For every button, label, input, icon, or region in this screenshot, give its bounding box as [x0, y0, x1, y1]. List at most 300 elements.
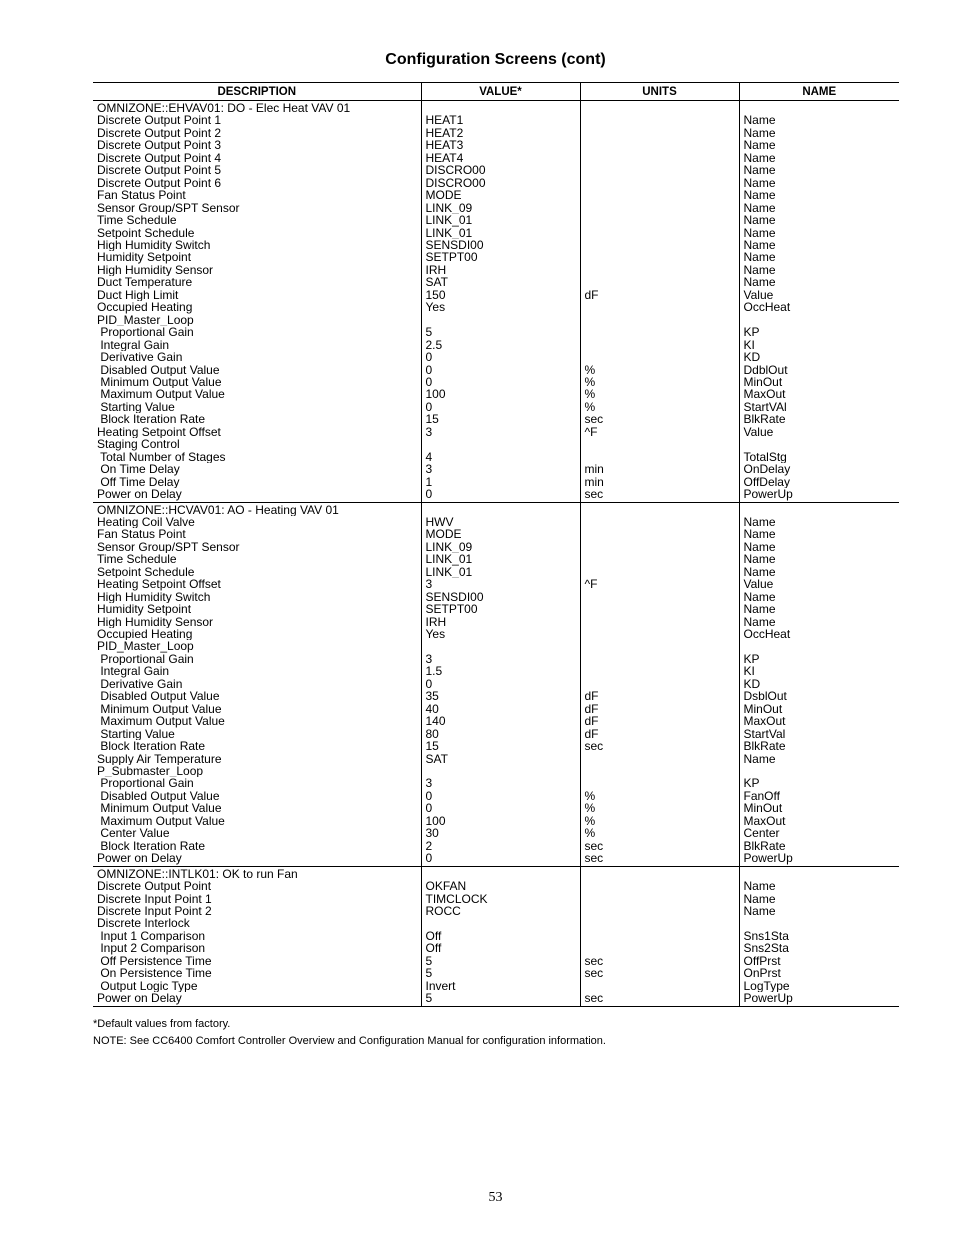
table-row: [93, 516, 899, 528]
units-cell: [580, 753, 739, 765]
column-header-value: VALUE*: [421, 83, 580, 101]
units-cell: sec: [580, 967, 739, 979]
value-cell: LINK_01: [421, 227, 580, 239]
units-cell: [580, 942, 739, 954]
name-cell: [739, 640, 899, 652]
name-cell: OnPrst: [739, 967, 899, 979]
value-cell: LINK_01: [421, 214, 580, 226]
description-cell: Minimum Output Value: [97, 702, 222, 716]
value-cell: 30: [421, 827, 580, 839]
description-cell: Time Schedule: [97, 214, 177, 227]
units-cell: %: [580, 401, 739, 413]
description-cell: High Humidity Sensor: [97, 263, 214, 277]
empty-cell: [580, 101, 739, 115]
units-cell: %: [580, 790, 739, 802]
units-cell: dF: [580, 715, 739, 727]
units-cell: [580, 451, 739, 463]
table-row: [93, 678, 899, 690]
description-cell: Occupied Heating: [97, 301, 193, 314]
units-cell: %: [580, 815, 739, 827]
description-cell: Integral Gain: [97, 665, 170, 678]
description-cell: On Persistence Time: [97, 967, 212, 980]
table-row: [93, 815, 899, 827]
description-cell: Output Logic Type: [97, 979, 198, 993]
table-row: [93, 528, 899, 540]
value-cell: OKFAN: [421, 880, 580, 892]
value-cell: 5: [421, 326, 580, 338]
value-cell: [421, 917, 580, 929]
empty-cell: [739, 866, 899, 880]
table-row: [93, 852, 899, 866]
description-cell: Discrete Output Point 1: [97, 114, 222, 127]
description-cell: High Humidity Switch: [97, 238, 211, 252]
table-row: [93, 289, 899, 301]
units-cell: [580, 553, 739, 565]
value-cell: 5: [421, 967, 580, 979]
table-body: [93, 101, 899, 1007]
units-cell: [580, 301, 739, 313]
description-cell: Sensor Group/SPT Sensor: [97, 201, 240, 215]
section-header-row: [93, 502, 899, 516]
value-cell: 3: [421, 463, 580, 475]
units-cell: sec: [580, 740, 739, 752]
table-row: [93, 114, 899, 126]
footnote: *Default values from factory.: [93, 1018, 231, 1030]
name-cell: Name: [739, 139, 899, 151]
name-cell: Sns1Sta: [739, 930, 899, 942]
name-cell: MinOut: [739, 802, 899, 814]
table-row: [93, 239, 899, 251]
units-cell: [580, 189, 739, 201]
value-cell: 0: [421, 376, 580, 388]
units-cell: [580, 541, 739, 553]
section-heading: OMNIZONE::HCVAV01: AO - Heating VAV 01: [97, 502, 339, 516]
name-cell: Value: [739, 289, 899, 301]
value-cell: SAT: [421, 276, 580, 288]
value-cell: LINK_09: [421, 202, 580, 214]
table-row: [93, 351, 899, 363]
table-row: [93, 740, 899, 752]
name-cell: StartVal: [739, 728, 899, 740]
value-cell: LINK_01: [421, 553, 580, 565]
empty-cell: [421, 866, 580, 880]
value-cell: 0: [421, 401, 580, 413]
name-cell: [739, 765, 899, 777]
configuration-table: [93, 82, 899, 1007]
table-row: [93, 463, 899, 475]
value-cell: 1: [421, 476, 580, 488]
table-row: [93, 388, 899, 400]
name-cell: OccHeat: [739, 628, 899, 640]
description-cell: Heating Setpoint Offset: [97, 578, 221, 591]
description-cell: Off Persistence Time: [97, 954, 212, 968]
table-row: [93, 214, 899, 226]
name-cell: KP: [739, 326, 899, 338]
table-row: [93, 980, 899, 992]
value-cell: [421, 314, 580, 326]
value-cell: SETPT00: [421, 251, 580, 263]
empty-cell: [739, 502, 899, 516]
name-cell: FanOff: [739, 790, 899, 802]
name-cell: TotalStg: [739, 451, 899, 463]
table-row: [93, 893, 899, 905]
description-cell: Discrete Interlock: [97, 917, 190, 930]
units-cell: [580, 339, 739, 351]
description-cell: Staging Control: [97, 438, 180, 451]
value-cell: HEAT4: [421, 152, 580, 164]
value-cell: 100: [421, 815, 580, 827]
description-cell: Heating Coil Valve: [97, 515, 195, 529]
units-cell: [580, 678, 739, 690]
name-cell: Value: [739, 578, 899, 590]
page-number: 53: [488, 1190, 503, 1205]
name-cell: Sns2Sta: [739, 942, 899, 954]
units-cell: [580, 239, 739, 251]
name-cell: OffDelay: [739, 476, 899, 488]
name-cell: Name: [739, 202, 899, 214]
description-cell: Integral Gain: [97, 338, 170, 352]
table-row: [93, 376, 899, 388]
value-cell: SETPT00: [421, 603, 580, 615]
value-cell: MODE: [421, 528, 580, 540]
value-cell: 0: [421, 351, 580, 363]
value-cell: 150: [421, 289, 580, 301]
description-cell: Derivative Gain: [97, 351, 183, 364]
table-row: [93, 164, 899, 176]
table-row: [93, 955, 899, 967]
description-cell: Center Value: [97, 827, 170, 840]
name-cell: Name: [739, 227, 899, 239]
units-cell: [580, 603, 739, 615]
value-cell: Yes: [421, 301, 580, 313]
name-cell: KI: [739, 339, 899, 351]
value-cell: SAT: [421, 753, 580, 765]
table-row: [93, 276, 899, 288]
name-cell: DdblOut: [739, 364, 899, 376]
value-cell: 0: [421, 802, 580, 814]
units-cell: [580, 880, 739, 892]
name-cell: MaxOut: [739, 815, 899, 827]
value-cell: ROCC: [421, 905, 580, 917]
table-row: [93, 880, 899, 892]
name-cell: Name: [739, 753, 899, 765]
section-heading: OMNIZONE::INTLK01: OK to run Fan: [97, 866, 298, 881]
table-row: [93, 616, 899, 628]
value-cell: 3: [421, 653, 580, 665]
table-row: [93, 942, 899, 954]
name-cell: Name: [739, 516, 899, 528]
name-cell: Name: [739, 214, 899, 226]
name-cell: Name: [739, 566, 899, 578]
units-cell: [580, 591, 739, 603]
description-cell: Proportional Gain: [97, 777, 194, 790]
description-cell: Starting Value: [97, 400, 175, 414]
units-cell: [580, 777, 739, 789]
units-cell: sec: [580, 413, 739, 425]
units-cell: [580, 276, 739, 288]
description-cell: Maximum Output Value: [97, 388, 225, 401]
units-cell: [580, 665, 739, 677]
table-row: [93, 314, 899, 326]
value-cell: LINK_09: [421, 541, 580, 553]
units-cell: sec: [580, 840, 739, 852]
name-cell: BlkRate: [739, 413, 899, 425]
table-row: [93, 967, 899, 979]
description-cell: Power on Delay: [93, 488, 421, 502]
units-cell: [580, 980, 739, 992]
value-cell: 40: [421, 703, 580, 715]
units-cell: min: [580, 463, 739, 475]
units-cell: [580, 264, 739, 276]
table-row: [93, 127, 899, 139]
description-cell: Discrete Output Point 3: [97, 139, 222, 152]
description-cell: Minimum Output Value: [97, 375, 222, 389]
units-cell: dF: [580, 289, 739, 301]
description-cell: On Time Delay: [97, 463, 180, 476]
name-cell: PowerUp: [739, 852, 899, 866]
table-row: [93, 401, 899, 413]
value-cell: [421, 640, 580, 652]
description-cell: Duct High Limit: [97, 288, 179, 302]
description-cell: Disabled Output Value: [97, 789, 220, 803]
name-cell: Name: [739, 880, 899, 892]
name-cell: [739, 917, 899, 929]
name-cell: Name: [739, 276, 899, 288]
description-cell: Maximum Output Value: [97, 814, 225, 828]
value-cell: SENSDI00: [421, 239, 580, 251]
name-cell: KI: [739, 665, 899, 677]
description-cell: Block Iteration Rate: [97, 413, 206, 426]
name-cell: Name: [739, 893, 899, 905]
name-cell: Name: [739, 905, 899, 917]
description-cell: Discrete Output Point 5: [97, 164, 222, 177]
description-cell: Heating Setpoint Offset: [97, 425, 221, 439]
value-cell: Yes: [421, 628, 580, 640]
value-cell: 0: [421, 488, 580, 502]
description-cell: Maximum Output Value: [97, 715, 225, 728]
table-row: [93, 827, 899, 839]
description-cell: Humidity Setpoint: [97, 251, 192, 264]
name-cell: Name: [739, 152, 899, 164]
units-cell: sec: [580, 992, 739, 1006]
value-cell: 5: [421, 955, 580, 967]
name-cell: MaxOut: [739, 388, 899, 400]
name-cell: Name: [739, 591, 899, 603]
value-cell: MODE: [421, 189, 580, 201]
description-cell: Discrete Input Point 1: [97, 892, 212, 905]
name-cell: Name: [739, 114, 899, 126]
description-cell: Power on Delay: [93, 992, 421, 1006]
table-row: [93, 139, 899, 151]
table-row: [93, 628, 899, 640]
units-cell: %: [580, 827, 739, 839]
description-cell: Derivative Gain: [97, 677, 183, 691]
units-cell: [580, 905, 739, 917]
description-cell: Sensor Group/SPT Sensor: [97, 540, 240, 554]
units-cell: [580, 930, 739, 942]
note: NOTE: See CC6400 Comfort Controller Overview and Configuration Manual for configuration information.: [93, 1035, 606, 1047]
units-cell: dF: [580, 690, 739, 702]
section-header-row: [93, 101, 899, 115]
description-cell: Supply Air Temperature: [97, 752, 222, 766]
table-row: [93, 541, 899, 553]
description-cell: Discrete Output Point: [97, 880, 212, 893]
table-row: [93, 413, 899, 425]
description-cell: Proportional Gain: [97, 652, 194, 666]
name-cell: BlkRate: [739, 740, 899, 752]
units-cell: [580, 227, 739, 239]
value-cell: Off: [421, 930, 580, 942]
table-row: [93, 703, 899, 715]
table-header-row: [93, 83, 899, 101]
page-title: Configuration Screens (cont): [385, 51, 606, 68]
description-cell: High Humidity Switch: [97, 590, 211, 604]
table-row: [93, 992, 899, 1006]
table-row: [93, 728, 899, 740]
name-cell: OnDelay: [739, 463, 899, 475]
description-cell: High Humidity Sensor: [97, 615, 214, 629]
units-cell: ^F: [580, 426, 739, 438]
table-row: [93, 451, 899, 463]
value-cell: SENSDI00: [421, 591, 580, 603]
name-cell: DsblOut: [739, 690, 899, 702]
name-cell: Name: [739, 177, 899, 189]
value-cell: DISCRO00: [421, 177, 580, 189]
units-cell: [580, 893, 739, 905]
table-row: [93, 364, 899, 376]
table-row: [93, 553, 899, 565]
name-cell: BlkRate: [739, 840, 899, 852]
table-row: [93, 202, 899, 214]
description-cell: Input 1 Comparison: [97, 929, 206, 943]
name-cell: Name: [739, 239, 899, 251]
description-cell: Proportional Gain: [97, 326, 194, 339]
units-cell: sec: [580, 955, 739, 967]
description-cell: Power on Delay: [93, 852, 421, 866]
description-cell: Off Time Delay: [97, 475, 180, 489]
value-cell: 4: [421, 451, 580, 463]
description-cell: PID_Master_Loop: [97, 313, 194, 327]
table-row: [93, 715, 899, 727]
description-cell: Discrete Output Point 6: [97, 176, 222, 190]
description-cell: Starting Value: [97, 727, 175, 741]
section-heading: OMNIZONE::EHVAV01: DO - Elec Heat VAV 01: [97, 101, 351, 115]
value-cell: 15: [421, 740, 580, 752]
units-cell: ^F: [580, 578, 739, 590]
table-row: [93, 426, 899, 438]
value-cell: 3: [421, 426, 580, 438]
table-row: [93, 438, 899, 450]
table-row: [93, 753, 899, 765]
table-row: [93, 326, 899, 338]
units-cell: dF: [580, 728, 739, 740]
table-row: [93, 802, 899, 814]
units-cell: sec: [580, 852, 739, 866]
table-row: [93, 905, 899, 917]
value-cell: 2.5: [421, 339, 580, 351]
description-cell: Input 2 Comparison: [97, 942, 206, 955]
table-row: [93, 603, 899, 615]
value-cell: 2: [421, 840, 580, 852]
column-header-name: NAME: [739, 83, 899, 101]
value-cell: 80: [421, 728, 580, 740]
units-cell: [580, 917, 739, 929]
name-cell: KP: [739, 777, 899, 789]
value-cell: 0: [421, 790, 580, 802]
value-cell: 0: [421, 678, 580, 690]
table-row: [93, 488, 899, 502]
units-cell: [580, 177, 739, 189]
units-cell: [580, 653, 739, 665]
value-cell: 15: [421, 413, 580, 425]
value-cell: HEAT3: [421, 139, 580, 151]
units-cell: [580, 251, 739, 263]
name-cell: LogType: [739, 980, 899, 992]
units-cell: dF: [580, 703, 739, 715]
units-cell: [580, 114, 739, 126]
value-cell: Off: [421, 942, 580, 954]
units-cell: [580, 214, 739, 226]
units-cell: sec: [580, 488, 739, 502]
table-row: [93, 665, 899, 677]
table-row: [93, 690, 899, 702]
description-cell: Setpoint Schedule: [97, 565, 195, 579]
value-cell: 140: [421, 715, 580, 727]
section-header-row: [93, 866, 899, 880]
table-row: [93, 251, 899, 263]
name-cell: Name: [739, 251, 899, 263]
table-row: [93, 476, 899, 488]
name-cell: Name: [739, 553, 899, 565]
name-cell: KP: [739, 653, 899, 665]
description-cell: Discrete Output Point 4: [97, 151, 222, 165]
table-row: [93, 765, 899, 777]
name-cell: MaxOut: [739, 715, 899, 727]
value-cell: [421, 765, 580, 777]
value-cell: TIMCLOCK: [421, 893, 580, 905]
description-cell: Time Schedule: [97, 553, 177, 566]
name-cell: Name: [739, 541, 899, 553]
name-cell: PowerUp: [739, 488, 899, 502]
description-cell: Discrete Input Point 2: [97, 905, 212, 918]
name-cell: KD: [739, 351, 899, 363]
table-row: [93, 640, 899, 652]
table-row: [93, 177, 899, 189]
name-cell: MinOut: [739, 703, 899, 715]
empty-cell: [739, 101, 899, 115]
units-cell: [580, 351, 739, 363]
name-cell: Name: [739, 164, 899, 176]
units-cell: [580, 516, 739, 528]
units-cell: [580, 438, 739, 450]
value-cell: 3: [421, 777, 580, 789]
name-cell: KD: [739, 678, 899, 690]
name-cell: StartVAl: [739, 401, 899, 413]
value-cell: 100: [421, 388, 580, 400]
units-cell: [580, 152, 739, 164]
name-cell: OffPrst: [739, 955, 899, 967]
value-cell: DISCRO00: [421, 164, 580, 176]
value-cell: [421, 438, 580, 450]
units-cell: [580, 528, 739, 540]
units-cell: [580, 765, 739, 777]
table-row: [93, 591, 899, 603]
value-cell: HEAT2: [421, 127, 580, 139]
value-cell: 35: [421, 690, 580, 702]
description-cell: Disabled Output Value: [97, 690, 220, 703]
name-cell: Name: [739, 127, 899, 139]
name-cell: Value: [739, 426, 899, 438]
